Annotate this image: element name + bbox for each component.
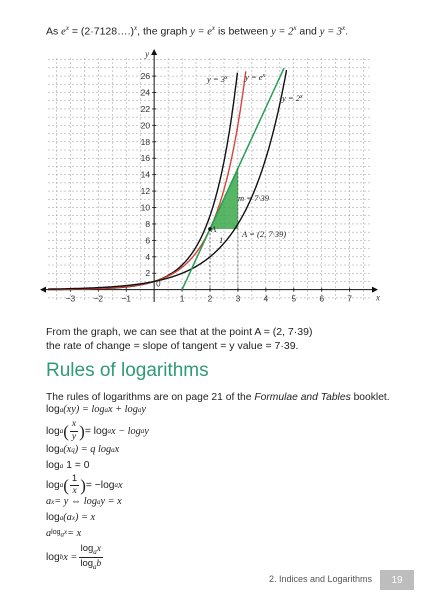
label-a: A — [211, 224, 217, 234]
rule-text: x — [96, 544, 102, 554]
page-number: 19 — [380, 570, 414, 590]
log-text: log — [80, 557, 94, 569]
intro-sentence — [46, 24, 348, 38]
paren: ( — [63, 475, 69, 495]
base-a: a — [140, 427, 145, 435]
rule-power-log — [46, 528, 81, 539]
base-a: a — [59, 481, 64, 489]
base-a: a — [107, 427, 111, 435]
power-x: x — [51, 497, 55, 506]
footer-chapter: 2. Indices and Logarithms — [268, 574, 372, 584]
x-tick-label: −3 — [65, 293, 76, 304]
rule-reciprocal — [46, 474, 123, 496]
rule-text: x − log — [110, 425, 141, 437]
base-b: b — [59, 553, 64, 562]
base-a: a — [59, 513, 64, 522]
rule-text: = y ⇔ log — [54, 496, 97, 507]
rule-text: ) = q log — [74, 444, 112, 455]
rule-power — [46, 444, 119, 455]
base-a: a — [93, 547, 97, 556]
numerator: 1 — [71, 473, 78, 484]
rules-intro — [46, 392, 390, 403]
power-q: q — [71, 445, 75, 454]
y-tick-label: 20 — [140, 120, 151, 131]
intro-text: is between — [215, 25, 272, 38]
x-tick-label: −1 — [121, 293, 132, 304]
rule-text: ) = x — [74, 512, 96, 523]
base-a: a — [114, 481, 119, 489]
log-text: log — [80, 543, 94, 554]
y-tick-label: 6 — [145, 235, 151, 246]
rule-equivalence — [46, 496, 122, 507]
label-one: 1 — [219, 235, 224, 245]
rule-text: (xy) = log — [63, 404, 105, 415]
rules-intro-text: booklet. — [350, 392, 390, 403]
rule-log-power — [46, 512, 95, 523]
x-tick-label: 4 — [263, 293, 269, 304]
rule-text: y = x — [100, 496, 122, 507]
log-text: log — [51, 529, 61, 537]
paren: ) — [80, 475, 86, 495]
power-x: x — [71, 513, 75, 522]
intro-y3x: y = 3 — [319, 26, 343, 38]
intro-text: . — [345, 25, 349, 38]
rule-text: x = — [63, 551, 78, 563]
chart-labels — [65, 49, 380, 304]
log-text: log — [46, 512, 60, 523]
y-tick-label: 12 — [140, 186, 151, 197]
base-a: a — [60, 530, 64, 539]
log-text: log — [46, 479, 60, 491]
rule-text: = log — [84, 425, 108, 437]
base-a: a — [111, 445, 115, 454]
rule-text: x — [64, 528, 68, 537]
axes — [40, 49, 378, 302]
intro-sup: x — [211, 24, 216, 32]
page-footer — [0, 570, 424, 590]
rule-text: = x — [67, 528, 82, 539]
numerator — [79, 544, 103, 558]
paren: ( — [63, 421, 69, 441]
graph-note-2: the rate of change = slope of tangent = y value = 7·39. — [46, 340, 299, 352]
rule-product — [46, 404, 146, 415]
x-tick-label: −2 — [93, 293, 104, 304]
rule-text: b — [96, 558, 102, 569]
fraction — [78, 544, 103, 571]
rule-text: (x — [63, 444, 72, 455]
intro-sup: x — [342, 24, 346, 32]
x-axis-arrow-left — [40, 287, 46, 293]
intro-text: = (2·7128….) — [68, 25, 135, 38]
rule-log-one — [46, 460, 89, 471]
rule-change-base — [46, 544, 104, 571]
rule-text: a — [46, 528, 52, 539]
intro-yex: y = e — [190, 26, 212, 38]
intro-y2x: y = 2 — [271, 26, 294, 38]
denominator: x — [72, 485, 77, 496]
x-tick-label: 1 — [179, 293, 185, 304]
rule-text: 1 = 0 — [66, 460, 90, 471]
log-text: log — [46, 460, 60, 471]
y-tick-label: 2 — [145, 268, 151, 279]
y-tick-label: 26 — [140, 71, 151, 82]
label-3x: $y = 3^x$ — [207, 74, 228, 84]
x-tick-label: 6 — [319, 293, 325, 304]
base-a: a — [93, 562, 97, 571]
rule-text: y — [141, 404, 146, 415]
origin-label: 0 — [156, 279, 161, 289]
rule-text: (a — [63, 512, 72, 523]
label-a-point: A = (2, 7·39) — [242, 229, 287, 239]
label-ex: $y = e^x$ — [245, 72, 266, 82]
graph-note-1: From the graph, we can see that at the point A = (2, 7·39) — [46, 326, 313, 338]
log-text: log — [46, 425, 60, 437]
log-text: log — [46, 444, 60, 455]
y-tick-label: 8 — [145, 218, 151, 229]
denominator — [78, 558, 103, 571]
tangent-line — [182, 68, 287, 290]
x-tick-label: 5 — [291, 293, 297, 304]
log-text: log — [46, 551, 60, 563]
base-a: a — [59, 445, 64, 454]
intro-text: and — [296, 25, 320, 38]
intro-e: e — [61, 26, 66, 38]
base-a: a — [137, 405, 142, 414]
exponential-graph — [0, 40, 424, 320]
intro-text: As — [46, 25, 62, 38]
base-a: a — [59, 427, 64, 435]
rule-text: y — [144, 425, 149, 437]
label-slope: m = 7·39 — [238, 193, 269, 203]
y-tick-label: 22 — [140, 103, 151, 114]
paren: ) — [79, 421, 85, 441]
x-axis-label: x — [376, 292, 380, 303]
curves — [48, 68, 287, 290]
rule-text: a — [46, 496, 52, 507]
intro-sup: x — [134, 24, 138, 32]
label-2x: $y = 2^x$ — [282, 93, 303, 103]
base-a: a — [59, 461, 64, 470]
rule-text: x + log — [108, 404, 138, 415]
log-text: log — [46, 404, 60, 415]
y-tick-label: 4 — [145, 251, 151, 262]
numerator: x — [70, 420, 78, 432]
power-log — [51, 528, 67, 538]
fraction — [70, 474, 79, 496]
y-tick-label: 24 — [140, 87, 151, 98]
section-heading: Rules of logarithms — [46, 360, 209, 381]
rule-text: = −log — [85, 479, 115, 491]
y-axis-arrow — [151, 49, 157, 55]
rule-text: x — [118, 479, 123, 491]
curve — [48, 70, 287, 289]
y-tick-label: 18 — [140, 136, 151, 147]
x-tick-label: 7 — [347, 293, 353, 304]
intro-text: , the graph — [137, 25, 191, 38]
rule-text: x — [114, 444, 120, 455]
fraction — [70, 420, 78, 442]
x-tick-label: 2 — [207, 293, 213, 304]
y-tick-label: 14 — [140, 169, 151, 180]
base-a: a — [104, 405, 109, 414]
y-tick-label: 16 — [140, 153, 151, 164]
base-a: a — [59, 405, 64, 414]
base-a: a — [96, 497, 101, 506]
y-axis-label: y — [145, 49, 150, 59]
y-tick-label: 10 — [140, 202, 151, 213]
rules-intro-italic: Formulae and Tables — [254, 392, 351, 403]
denominator: y — [71, 431, 77, 442]
intro-sup: x — [293, 24, 297, 32]
rules-intro-text: The rules of logarithms are on page 21 of the — [46, 392, 255, 403]
rule-quotient — [46, 420, 149, 442]
intro-sup: x — [65, 24, 69, 32]
x-tick-label: 3 — [235, 293, 241, 304]
